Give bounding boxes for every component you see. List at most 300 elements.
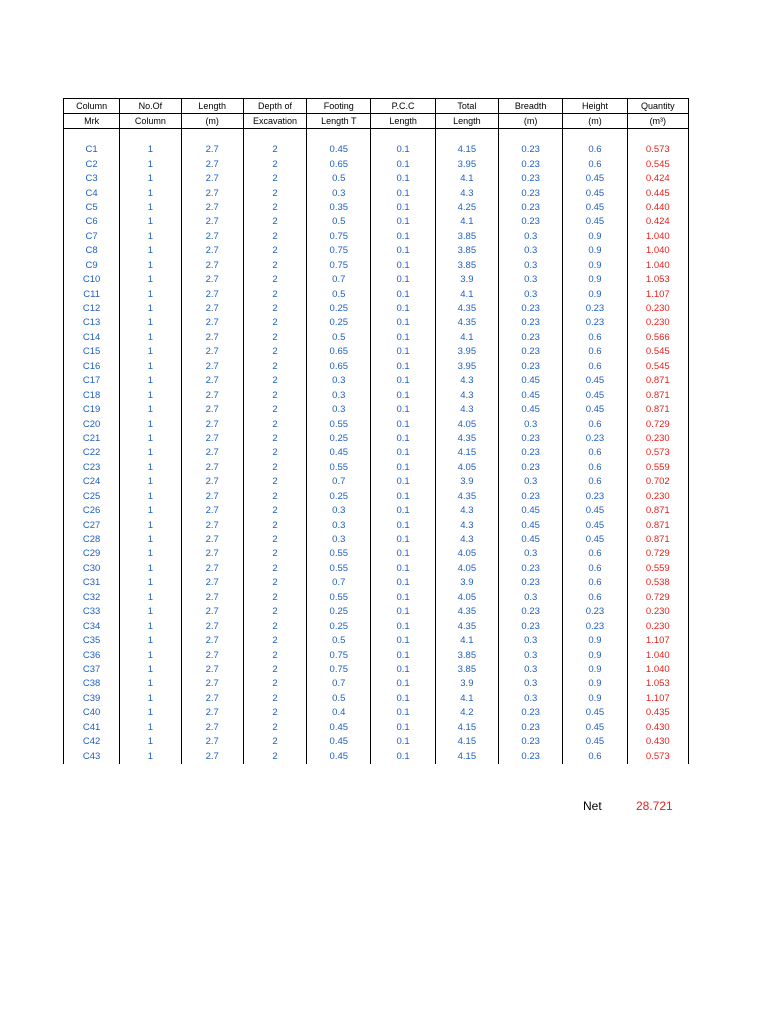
table-cell: 0.1 bbox=[371, 157, 435, 171]
table-cell: 4.05 bbox=[435, 547, 498, 561]
quantity-cell: 0.702 bbox=[627, 475, 688, 489]
table-cell: 4.35 bbox=[435, 490, 498, 504]
table-cell: 1 bbox=[120, 576, 181, 590]
table-cell: 0.9 bbox=[563, 663, 627, 677]
table-cell: 4.15 bbox=[435, 735, 498, 749]
quantity-cell: 0.559 bbox=[627, 461, 688, 475]
table-cell: 1 bbox=[120, 331, 181, 345]
quantity-cell: 1.107 bbox=[627, 634, 688, 648]
table-row bbox=[64, 417, 689, 431]
table-cell: 0.45 bbox=[563, 735, 627, 749]
table-cell: C12 bbox=[64, 302, 120, 316]
table-cell: 0.1 bbox=[371, 287, 435, 301]
table-cell: 0.1 bbox=[371, 490, 435, 504]
table-cell: C28 bbox=[64, 533, 120, 547]
table-cell: 1 bbox=[120, 547, 181, 561]
table-cell: 1 bbox=[120, 591, 181, 605]
table-row bbox=[64, 172, 689, 186]
table-cell: 0.45 bbox=[563, 215, 627, 229]
table-cell: 2 bbox=[243, 230, 306, 244]
table-cell: 2.7 bbox=[181, 157, 243, 171]
table-cell: 0.45 bbox=[499, 374, 563, 388]
quantity-cell: 0.573 bbox=[627, 446, 688, 460]
table-cell: 0.6 bbox=[563, 547, 627, 561]
table-cell: 0.23 bbox=[499, 331, 563, 345]
table-cell: 0.4 bbox=[307, 706, 371, 720]
table-cell: C17 bbox=[64, 374, 120, 388]
table-row bbox=[64, 749, 689, 763]
table-cell: 0.7 bbox=[307, 677, 371, 691]
table-cell: 2 bbox=[243, 432, 306, 446]
quantity-cell: 1.053 bbox=[627, 677, 688, 691]
spacer-cell bbox=[627, 129, 688, 144]
table-cell: C1 bbox=[64, 143, 120, 157]
table-cell: 0.35 bbox=[307, 201, 371, 215]
table-cell: C37 bbox=[64, 663, 120, 677]
table-cell: C13 bbox=[64, 316, 120, 330]
table-cell: 0.25 bbox=[307, 490, 371, 504]
table-row bbox=[64, 244, 689, 258]
table-cell: 2.7 bbox=[181, 259, 243, 273]
table-cell: 0.23 bbox=[499, 749, 563, 763]
table-cell: 2.7 bbox=[181, 605, 243, 619]
table-cell: 2.7 bbox=[181, 721, 243, 735]
table-cell: 0.1 bbox=[371, 605, 435, 619]
table-row bbox=[64, 403, 689, 417]
table-cell: 3.9 bbox=[435, 475, 498, 489]
table-cell: 0.5 bbox=[307, 172, 371, 186]
table-cell: 0.6 bbox=[563, 331, 627, 345]
table-row bbox=[64, 677, 689, 691]
table-cell: C33 bbox=[64, 605, 120, 619]
table-cell: 2.7 bbox=[181, 475, 243, 489]
quantity-cell: 1.040 bbox=[627, 259, 688, 273]
quantity-cell: 0.871 bbox=[627, 374, 688, 388]
table-cell: C26 bbox=[64, 504, 120, 518]
table-cell: 4.1 bbox=[435, 215, 498, 229]
table-row bbox=[64, 735, 689, 749]
table-cell: 2 bbox=[243, 605, 306, 619]
table-cell: 0.6 bbox=[563, 475, 627, 489]
table-cell: 4.1 bbox=[435, 692, 498, 706]
table-cell: 0.1 bbox=[371, 735, 435, 749]
table-cell: 2.7 bbox=[181, 388, 243, 402]
quantity-cell: 0.230 bbox=[627, 316, 688, 330]
table-cell: 0.23 bbox=[499, 490, 563, 504]
table-cell: 4.05 bbox=[435, 461, 498, 475]
table-cell: 0.25 bbox=[307, 619, 371, 633]
table-cell: 0.23 bbox=[499, 302, 563, 316]
table-cell: 0.1 bbox=[371, 547, 435, 561]
table-cell: 0.45 bbox=[499, 504, 563, 518]
table-cell: 0.5 bbox=[307, 287, 371, 301]
table-row bbox=[64, 576, 689, 590]
table-cell: 0.23 bbox=[563, 302, 627, 316]
table-cell: C35 bbox=[64, 634, 120, 648]
table-cell: 4.35 bbox=[435, 605, 498, 619]
table-cell: 0.3 bbox=[307, 186, 371, 200]
header-cell: Mrk bbox=[64, 114, 120, 129]
table-cell: 0.6 bbox=[563, 461, 627, 475]
table-cell: 0.45 bbox=[563, 518, 627, 532]
table-cell: 0.9 bbox=[563, 648, 627, 662]
table-cell: 0.45 bbox=[563, 172, 627, 186]
table-cell: 0.1 bbox=[371, 562, 435, 576]
quantity-cell: 0.566 bbox=[627, 331, 688, 345]
table-cell: C39 bbox=[64, 692, 120, 706]
table-cell: 0.3 bbox=[499, 287, 563, 301]
table-cell: 0.1 bbox=[371, 331, 435, 345]
header-cell: P.C.C bbox=[371, 99, 435, 114]
table-cell: 0.1 bbox=[371, 446, 435, 460]
table-cell: 0.3 bbox=[499, 259, 563, 273]
table-row bbox=[64, 461, 689, 475]
quantity-cell: 0.559 bbox=[627, 562, 688, 576]
table-cell: 0.3 bbox=[499, 648, 563, 662]
table-cell: 0.9 bbox=[563, 244, 627, 258]
table-cell: 2.7 bbox=[181, 706, 243, 720]
table-cell: 0.7 bbox=[307, 576, 371, 590]
table-cell: 0.1 bbox=[371, 721, 435, 735]
table-cell: C21 bbox=[64, 432, 120, 446]
table-cell: C15 bbox=[64, 345, 120, 359]
table-cell: 0.1 bbox=[371, 172, 435, 186]
table-cell: 2 bbox=[243, 533, 306, 547]
table-cell: 2 bbox=[243, 273, 306, 287]
quantity-cell: 0.424 bbox=[627, 172, 688, 186]
header-cell: (m) bbox=[563, 114, 627, 129]
table-cell: 2.7 bbox=[181, 201, 243, 215]
table-cell: 2.7 bbox=[181, 461, 243, 475]
table-cell: 2 bbox=[243, 360, 306, 374]
table-row bbox=[64, 374, 689, 388]
table-cell: 0.75 bbox=[307, 230, 371, 244]
table-cell: 4.3 bbox=[435, 518, 498, 532]
table-cell: 0.6 bbox=[563, 749, 627, 763]
table-cell: 2.7 bbox=[181, 186, 243, 200]
table-cell: C7 bbox=[64, 230, 120, 244]
table-cell: C3 bbox=[64, 172, 120, 186]
table-cell: 4.05 bbox=[435, 417, 498, 431]
quantity-cell: 1.040 bbox=[627, 230, 688, 244]
header-cell: (m³) bbox=[627, 114, 688, 129]
table-row bbox=[64, 446, 689, 460]
table-cell: C30 bbox=[64, 562, 120, 576]
table-row bbox=[64, 388, 689, 402]
table-cell: 0.23 bbox=[499, 562, 563, 576]
table-cell: C43 bbox=[64, 749, 120, 763]
table-cell: 1 bbox=[120, 677, 181, 691]
table-cell: 2 bbox=[243, 547, 306, 561]
table-cell: 3.85 bbox=[435, 663, 498, 677]
table-row bbox=[64, 533, 689, 547]
table-row bbox=[64, 475, 689, 489]
table-cell: 4.3 bbox=[435, 374, 498, 388]
table-cell: 2 bbox=[243, 215, 306, 229]
table-cell: 3.85 bbox=[435, 230, 498, 244]
table-cell: C25 bbox=[64, 490, 120, 504]
table-cell: 4.25 bbox=[435, 201, 498, 215]
spacer-cell bbox=[307, 129, 371, 144]
table-cell: 0.1 bbox=[371, 143, 435, 157]
table-row bbox=[64, 345, 689, 359]
table-cell: 0.23 bbox=[499, 360, 563, 374]
quantity-cell: 0.424 bbox=[627, 215, 688, 229]
table-cell: 0.23 bbox=[499, 605, 563, 619]
quantity-cell: 0.871 bbox=[627, 388, 688, 402]
table-cell: 0.23 bbox=[563, 605, 627, 619]
table-cell: 4.35 bbox=[435, 316, 498, 330]
table-cell: 2 bbox=[243, 648, 306, 662]
table-cell: 2.7 bbox=[181, 692, 243, 706]
table-row bbox=[64, 316, 689, 330]
table-cell: 2.7 bbox=[181, 576, 243, 590]
table-cell: 0.3 bbox=[499, 547, 563, 561]
table-cell: 1 bbox=[120, 417, 181, 431]
table-cell: 0.1 bbox=[371, 302, 435, 316]
table-row bbox=[64, 143, 689, 157]
spacer-cell bbox=[243, 129, 306, 144]
table-cell: 4.3 bbox=[435, 504, 498, 518]
table-cell: 0.3 bbox=[307, 403, 371, 417]
table-cell: 2.7 bbox=[181, 374, 243, 388]
table-cell: 0.23 bbox=[499, 446, 563, 460]
table-cell: 2.7 bbox=[181, 360, 243, 374]
table-cell: 0.6 bbox=[563, 446, 627, 460]
table-cell: 2.7 bbox=[181, 547, 243, 561]
table-cell: 0.3 bbox=[307, 374, 371, 388]
header-row-1 bbox=[64, 99, 689, 114]
table-cell: 2 bbox=[243, 562, 306, 576]
table-cell: 0.25 bbox=[307, 316, 371, 330]
table-cell: 0.3 bbox=[499, 677, 563, 691]
table-cell: 2 bbox=[243, 461, 306, 475]
table-cell: C29 bbox=[64, 547, 120, 561]
table-cell: 0.45 bbox=[563, 374, 627, 388]
quantity-cell: 0.445 bbox=[627, 186, 688, 200]
table-cell: 0.1 bbox=[371, 706, 435, 720]
table-cell: 3.9 bbox=[435, 576, 498, 590]
table-cell: 2 bbox=[243, 504, 306, 518]
table-cell: C5 bbox=[64, 201, 120, 215]
spacer-cell bbox=[499, 129, 563, 144]
table-cell: 1 bbox=[120, 735, 181, 749]
quantity-cell: 0.545 bbox=[627, 360, 688, 374]
table-row bbox=[64, 490, 689, 504]
table-cell: 1 bbox=[120, 475, 181, 489]
table-row bbox=[64, 331, 689, 345]
table-cell: 0.6 bbox=[563, 576, 627, 590]
table-cell: 2 bbox=[243, 576, 306, 590]
table-cell: 0.1 bbox=[371, 259, 435, 273]
table-cell: C8 bbox=[64, 244, 120, 258]
table-cell: 2.7 bbox=[181, 302, 243, 316]
table-cell: 0.55 bbox=[307, 562, 371, 576]
table-cell: 3.85 bbox=[435, 244, 498, 258]
table-cell: 2 bbox=[243, 475, 306, 489]
table-cell: 0.45 bbox=[307, 446, 371, 460]
table-cell: 2.7 bbox=[181, 490, 243, 504]
table-cell: 4.15 bbox=[435, 721, 498, 735]
table-row bbox=[64, 360, 689, 374]
table-cell: 0.45 bbox=[499, 533, 563, 547]
quantity-cell: 0.538 bbox=[627, 576, 688, 590]
table-cell: C42 bbox=[64, 735, 120, 749]
table-cell: 1 bbox=[120, 446, 181, 460]
table-cell: 2 bbox=[243, 706, 306, 720]
table-cell: 0.23 bbox=[499, 721, 563, 735]
table-cell: 0.6 bbox=[563, 591, 627, 605]
table-cell: C11 bbox=[64, 287, 120, 301]
table-cell: C6 bbox=[64, 215, 120, 229]
table-cell: 4.1 bbox=[435, 331, 498, 345]
table-row bbox=[64, 634, 689, 648]
table-cell: 1 bbox=[120, 374, 181, 388]
quantity-cell: 0.545 bbox=[627, 345, 688, 359]
table-row bbox=[64, 591, 689, 605]
table-cell: 2 bbox=[243, 302, 306, 316]
table-row bbox=[64, 259, 689, 273]
table-cell: 0.5 bbox=[307, 692, 371, 706]
table-cell: 3.9 bbox=[435, 273, 498, 287]
table-cell: 1 bbox=[120, 273, 181, 287]
table-cell: 0.23 bbox=[563, 490, 627, 504]
table-cell: 0.3 bbox=[499, 591, 563, 605]
table-cell: 0.1 bbox=[371, 186, 435, 200]
quantity-cell: 0.230 bbox=[627, 605, 688, 619]
table-cell: C24 bbox=[64, 475, 120, 489]
quantity-cell: 0.729 bbox=[627, 417, 688, 431]
table-cell: 0.23 bbox=[499, 215, 563, 229]
table-cell: 0.1 bbox=[371, 461, 435, 475]
table-cell: 2.7 bbox=[181, 172, 243, 186]
table-cell: 0.23 bbox=[499, 186, 563, 200]
table-cell: 1 bbox=[120, 490, 181, 504]
quantity-cell: 1.040 bbox=[627, 648, 688, 662]
table-cell: C31 bbox=[64, 576, 120, 590]
table-row bbox=[64, 302, 689, 316]
table-cell: 1 bbox=[120, 663, 181, 677]
table-row bbox=[64, 518, 689, 532]
table-cell: C41 bbox=[64, 721, 120, 735]
table-cell: 3.85 bbox=[435, 648, 498, 662]
header-cell: (m) bbox=[499, 114, 563, 129]
quantity-cell: 0.230 bbox=[627, 490, 688, 504]
table-cell: 0.25 bbox=[307, 432, 371, 446]
table-cell: 0.3 bbox=[307, 504, 371, 518]
table-cell: 2 bbox=[243, 331, 306, 345]
table-cell: 0.1 bbox=[371, 518, 435, 532]
table-cell: 2.7 bbox=[181, 591, 243, 605]
quantity-cell: 0.871 bbox=[627, 504, 688, 518]
quantity-cell: 1.040 bbox=[627, 244, 688, 258]
table-row bbox=[64, 721, 689, 735]
table-cell: 0.1 bbox=[371, 273, 435, 287]
table-cell: C40 bbox=[64, 706, 120, 720]
table-cell: 0.23 bbox=[499, 461, 563, 475]
table-cell: 0.5 bbox=[307, 634, 371, 648]
table-cell: 0.9 bbox=[563, 634, 627, 648]
table-cell: 2 bbox=[243, 143, 306, 157]
table-cell: 1 bbox=[120, 360, 181, 374]
table-cell: 2.7 bbox=[181, 446, 243, 460]
table-cell: 0.1 bbox=[371, 345, 435, 359]
quantity-cell: 0.573 bbox=[627, 143, 688, 157]
header-cell: Excavation bbox=[243, 114, 306, 129]
table-cell: 2.7 bbox=[181, 287, 243, 301]
table-cell: 1 bbox=[120, 749, 181, 763]
table-row bbox=[64, 504, 689, 518]
header-cell: Length bbox=[435, 114, 498, 129]
table-cell: 2.7 bbox=[181, 735, 243, 749]
table-cell: 0.23 bbox=[499, 172, 563, 186]
table-cell: 0.45 bbox=[307, 143, 371, 157]
table-cell: 0.1 bbox=[371, 749, 435, 763]
quantity-cell: 0.230 bbox=[627, 302, 688, 316]
table-cell: C9 bbox=[64, 259, 120, 273]
header-row-2 bbox=[64, 114, 689, 129]
quantity-cell: 0.430 bbox=[627, 721, 688, 735]
quantity-cell: 0.573 bbox=[627, 749, 688, 763]
table-cell: C2 bbox=[64, 157, 120, 171]
table-cell: 0.23 bbox=[563, 432, 627, 446]
table-row bbox=[64, 648, 689, 662]
table-cell: 1 bbox=[120, 201, 181, 215]
table-cell: 2 bbox=[243, 345, 306, 359]
table-cell: 0.65 bbox=[307, 360, 371, 374]
table-cell: 2 bbox=[243, 316, 306, 330]
table-cell: 0.45 bbox=[563, 388, 627, 402]
table-cell: 0.6 bbox=[563, 143, 627, 157]
table-cell: 0.3 bbox=[499, 230, 563, 244]
table-cell: 0.1 bbox=[371, 648, 435, 662]
spacer-cell bbox=[371, 129, 435, 144]
table-cell: 4.05 bbox=[435, 591, 498, 605]
table-cell: 4.3 bbox=[435, 186, 498, 200]
quantity-cell: 1.053 bbox=[627, 273, 688, 287]
table-cell: 0.45 bbox=[499, 388, 563, 402]
table-cell: 0.5 bbox=[307, 331, 371, 345]
table-cell: 2.7 bbox=[181, 533, 243, 547]
table-cell: C4 bbox=[64, 186, 120, 200]
table-cell: 0.65 bbox=[307, 345, 371, 359]
header-cell: Depth of bbox=[243, 99, 306, 114]
table-cell: 0.9 bbox=[563, 230, 627, 244]
table-row bbox=[64, 230, 689, 244]
table-cell: 4.35 bbox=[435, 302, 498, 316]
table-cell: 2.7 bbox=[181, 143, 243, 157]
table-cell: 4.05 bbox=[435, 562, 498, 576]
quantity-cell: 0.871 bbox=[627, 403, 688, 417]
table-cell: 1 bbox=[120, 619, 181, 633]
table-cell: 0.55 bbox=[307, 461, 371, 475]
table-cell: C22 bbox=[64, 446, 120, 460]
table-cell: 0.9 bbox=[563, 259, 627, 273]
table-cell: 2.7 bbox=[181, 345, 243, 359]
table-cell: 1 bbox=[120, 388, 181, 402]
table-cell: 2 bbox=[243, 692, 306, 706]
table-cell: 1 bbox=[120, 157, 181, 171]
table-cell: 2.7 bbox=[181, 403, 243, 417]
table-cell: 1 bbox=[120, 634, 181, 648]
table-cell: 1 bbox=[120, 692, 181, 706]
table-cell: 4.2 bbox=[435, 706, 498, 720]
table-cell: 2.7 bbox=[181, 634, 243, 648]
table-body bbox=[64, 129, 689, 764]
table-cell: 0.1 bbox=[371, 504, 435, 518]
table-cell: 2 bbox=[243, 446, 306, 460]
table-cell: 1 bbox=[120, 186, 181, 200]
